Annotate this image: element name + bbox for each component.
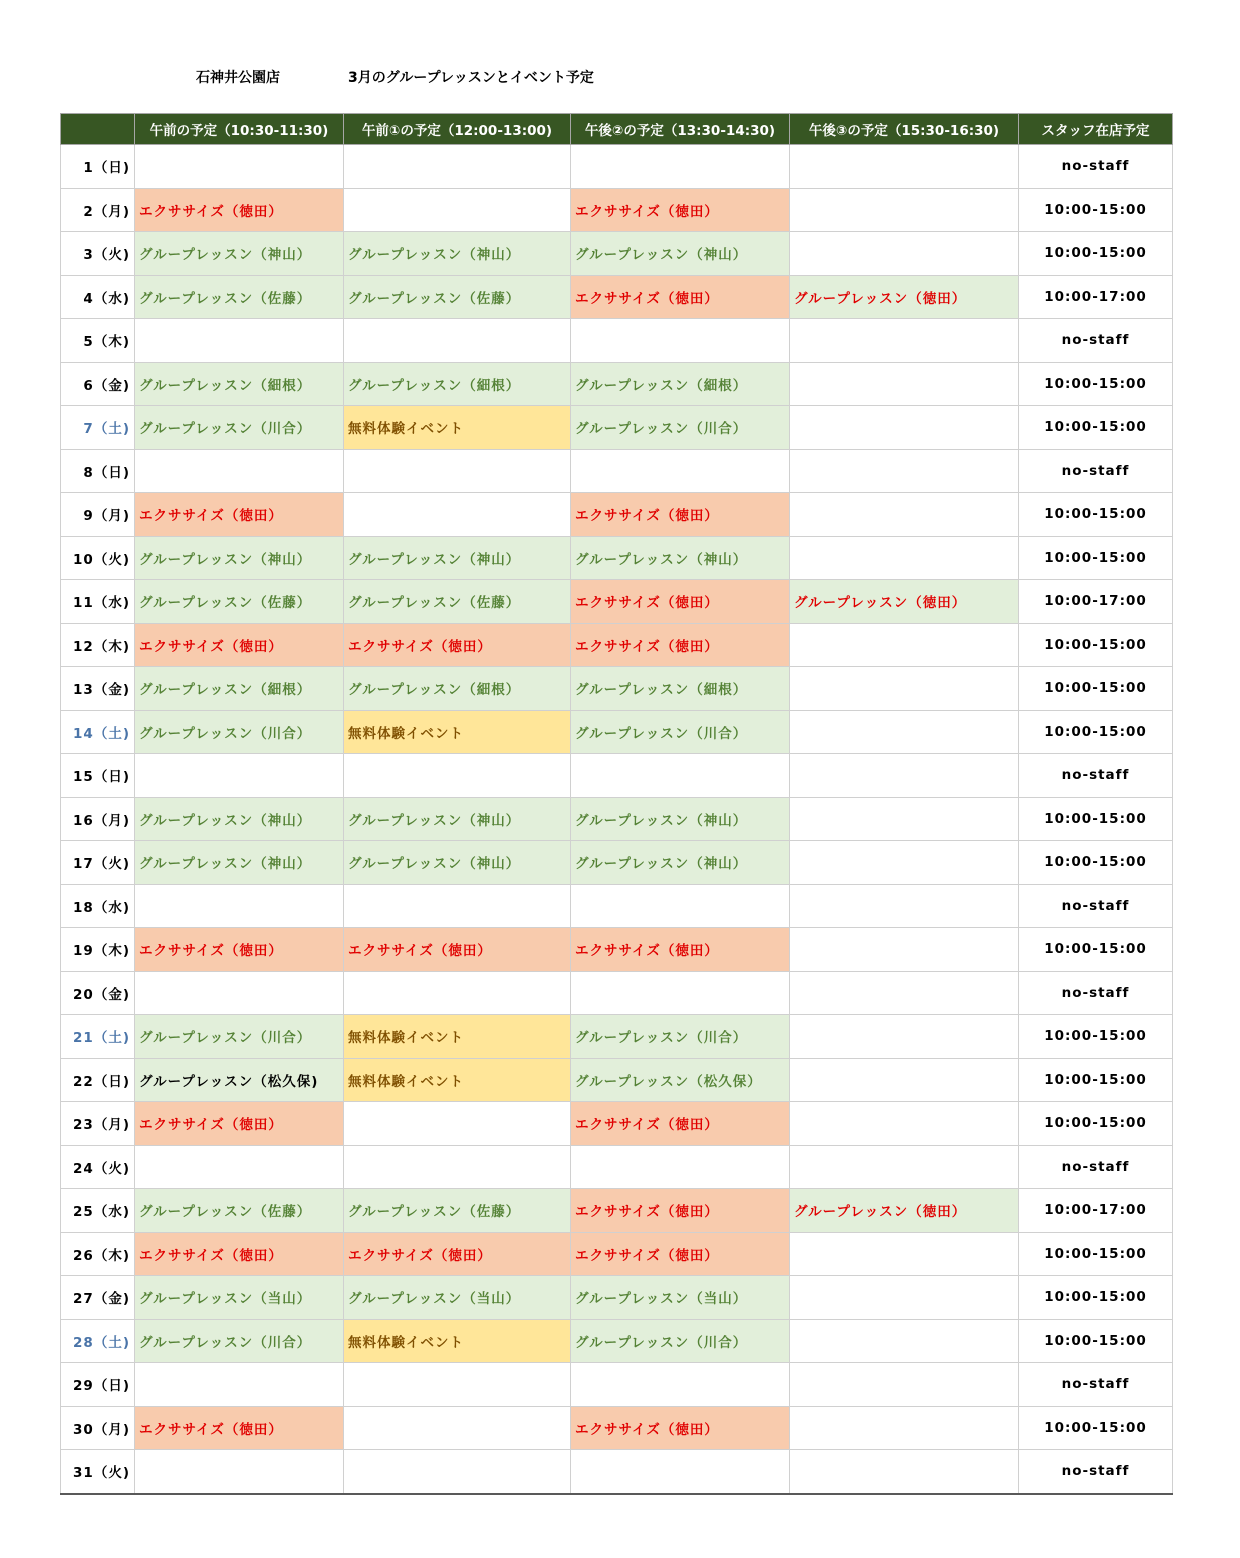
schedule-cell <box>790 1145 1019 1189</box>
table-row <box>61 710 1173 754</box>
schedule-cell <box>790 449 1019 493</box>
schedule-cell: エクササイズ（徳田） <box>344 1232 571 1276</box>
schedule-cell <box>790 232 1019 276</box>
schedule-cell <box>344 1145 571 1189</box>
table-row <box>61 1058 1173 1102</box>
staff-cell: 10:00-15:00 <box>1019 1232 1173 1276</box>
schedule-cell <box>790 884 1019 928</box>
schedule-cell: 無料体験イベント <box>344 1015 571 1059</box>
schedule-cell <box>790 1232 1019 1276</box>
schedule-cell: エクササイズ（徳田） <box>344 623 571 667</box>
staff-cell: 10:00-15:00 <box>1019 362 1173 406</box>
schedule-cell <box>135 1363 344 1407</box>
schedule-cell: 無料体験イベント <box>344 406 571 450</box>
schedule-cell: グループレッスン（神山） <box>344 841 571 885</box>
date-cell: 19（木) <box>61 928 135 972</box>
staff-cell: 10:00-15:00 <box>1019 1058 1173 1102</box>
schedule-cell <box>790 145 1019 189</box>
schedule-cell <box>135 319 344 363</box>
schedule-cell: グループレッスン（松久保） <box>571 1058 790 1102</box>
schedule-cell: グループレッスン（細根） <box>135 362 344 406</box>
schedule-cell <box>571 1363 790 1407</box>
header-row <box>61 114 1173 145</box>
schedule-cell: 無料体験イベント <box>344 1058 571 1102</box>
schedule-cell <box>344 449 571 493</box>
table-row <box>61 1276 1173 1320</box>
table-row <box>61 145 1173 189</box>
schedule-cell <box>344 884 571 928</box>
staff-cell: 10:00-15:00 <box>1019 232 1173 276</box>
schedule-cell: エクササイズ（徳田） <box>135 928 344 972</box>
staff-cell: no-staff <box>1019 971 1173 1015</box>
schedule-cell <box>344 1450 571 1494</box>
schedule-cell: グループレッスン（佐藤） <box>344 580 571 624</box>
schedule-cell <box>571 145 790 189</box>
table-row <box>61 1102 1173 1146</box>
date-cell: 21（土) <box>61 1015 135 1059</box>
schedule-cell: グループレッスン（神山） <box>344 232 571 276</box>
schedule-cell <box>790 754 1019 798</box>
date-cell: 31（火) <box>61 1450 135 1494</box>
table-row <box>61 928 1173 972</box>
schedule-cell <box>135 754 344 798</box>
date-cell: 8（日) <box>61 449 135 493</box>
schedule-cell <box>344 754 571 798</box>
staff-cell: 10:00-15:00 <box>1019 710 1173 754</box>
schedule-cell: エクササイズ（徳田） <box>571 623 790 667</box>
schedule-cell: グループレッスン（川合） <box>571 406 790 450</box>
table-row <box>61 797 1173 841</box>
header-morning: 午前の予定（10:30-11:30) <box>135 114 344 145</box>
schedule-cell <box>790 1363 1019 1407</box>
schedule-cell: グループレッスン（神山） <box>571 232 790 276</box>
staff-cell: no-staff <box>1019 145 1173 189</box>
table-row <box>61 1232 1173 1276</box>
schedule-cell: グループレッスン（川合） <box>135 1015 344 1059</box>
schedule-cell: グループレッスン（細根） <box>571 362 790 406</box>
schedule-cell <box>571 1145 790 1189</box>
schedule-cell: グループレッスン（徳田） <box>790 580 1019 624</box>
schedule-cell: エクササイズ（徳田） <box>135 623 344 667</box>
staff-cell: 10:00-15:00 <box>1019 406 1173 450</box>
date-cell: 17（火) <box>61 841 135 885</box>
header-slot-2: 午後②の予定（13:30-14:30) <box>571 114 790 145</box>
table-row <box>61 1406 1173 1450</box>
table-row <box>61 1015 1173 1059</box>
schedule-cell: 無料体験イベント <box>344 1319 571 1363</box>
schedule-cell: グループレッスン（川合） <box>135 710 344 754</box>
date-cell: 29（日) <box>61 1363 135 1407</box>
staff-cell: no-staff <box>1019 1145 1173 1189</box>
schedule-cell <box>790 710 1019 754</box>
table-row <box>61 623 1173 667</box>
schedule-cell <box>790 1276 1019 1320</box>
staff-cell: 10:00-15:00 <box>1019 1406 1173 1450</box>
schedule-cell: グループレッスン（細根） <box>344 667 571 711</box>
store-name: 石神井公園店 <box>196 70 280 86</box>
schedule-cell <box>790 971 1019 1015</box>
staff-cell: 10:00-15:00 <box>1019 1276 1173 1320</box>
table-row <box>61 1363 1173 1407</box>
staff-cell: 10:00-15:00 <box>1019 841 1173 885</box>
schedule-cell: エクササイズ（徳田） <box>571 493 790 537</box>
table-row <box>61 1145 1173 1189</box>
schedule-cell <box>790 493 1019 537</box>
schedule-cell <box>790 362 1019 406</box>
schedule-cell: グループレッスン（松久保) <box>135 1058 344 1102</box>
schedule-cell <box>790 667 1019 711</box>
table-row <box>61 449 1173 493</box>
schedule-cell <box>344 188 571 232</box>
schedule-cell: エクササイズ（徳田） <box>135 1102 344 1146</box>
schedule-cell <box>790 319 1019 363</box>
staff-cell: 10:00-15:00 <box>1019 188 1173 232</box>
staff-cell: 10:00-17:00 <box>1019 580 1173 624</box>
date-cell: 10（火) <box>61 536 135 580</box>
staff-cell: 10:00-15:00 <box>1019 1319 1173 1363</box>
date-cell: 7（土) <box>61 406 135 450</box>
schedule-cell <box>135 1450 344 1494</box>
schedule-cell <box>571 971 790 1015</box>
schedule-cell <box>790 928 1019 972</box>
date-cell: 30（月) <box>61 1406 135 1450</box>
staff-cell: 10:00-15:00 <box>1019 536 1173 580</box>
schedule-cell <box>790 188 1019 232</box>
schedule-cell: グループレッスン（佐藤） <box>135 580 344 624</box>
schedule-cell: エクササイズ（徳田） <box>571 275 790 319</box>
header-slot-3: 午後③の予定（15:30-16:30) <box>790 114 1019 145</box>
schedule-cell: エクササイズ（徳田） <box>571 928 790 972</box>
schedule-cell: グループレッスン（神山） <box>571 536 790 580</box>
schedule-cell <box>344 971 571 1015</box>
schedule-cell: グループレッスン（川合） <box>571 1319 790 1363</box>
date-cell: 6（金) <box>61 362 135 406</box>
table-row <box>61 319 1173 363</box>
staff-cell: 10:00-15:00 <box>1019 1102 1173 1146</box>
schedule-cell <box>571 754 790 798</box>
date-cell: 2（月) <box>61 188 135 232</box>
date-cell: 14（土) <box>61 710 135 754</box>
table-row <box>61 884 1173 928</box>
page-title: 3月のグループレッスンとイベント予定 <box>348 70 594 86</box>
schedule-cell <box>790 1058 1019 1102</box>
schedule-cell <box>790 536 1019 580</box>
table-row <box>61 971 1173 1015</box>
schedule-cell <box>344 493 571 537</box>
schedule-cell <box>344 1406 571 1450</box>
schedule-cell <box>135 1145 344 1189</box>
date-cell: 12（木) <box>61 623 135 667</box>
schedule-cell <box>135 971 344 1015</box>
staff-cell: 10:00-15:00 <box>1019 493 1173 537</box>
schedule-cell: エクササイズ（徳田） <box>571 1406 790 1450</box>
schedule-cell <box>790 1450 1019 1494</box>
schedule-cell <box>790 623 1019 667</box>
schedule-cell: エクササイズ（徳田） <box>344 928 571 972</box>
header-slot-1: 午前①の予定（12:00-13:00) <box>344 114 571 145</box>
date-cell: 11（水) <box>61 580 135 624</box>
schedule-cell: グループレッスン（川合） <box>135 406 344 450</box>
schedule-cell: エクササイズ（徳田） <box>571 1189 790 1233</box>
date-cell: 16（月) <box>61 797 135 841</box>
date-cell: 5（木) <box>61 319 135 363</box>
schedule-cell: グループレッスン（神山） <box>135 232 344 276</box>
schedule-cell: グループレッスン（佐藤） <box>344 1189 571 1233</box>
schedule-cell: エクササイズ（徳田） <box>571 1232 790 1276</box>
staff-cell: no-staff <box>1019 884 1173 928</box>
table-row <box>61 362 1173 406</box>
table-row <box>61 580 1173 624</box>
schedule-cell <box>790 1102 1019 1146</box>
schedule-cell: 無料体験イベント <box>344 710 571 754</box>
schedule-cell: グループレッスン（神山） <box>135 536 344 580</box>
date-cell: 20（金) <box>61 971 135 1015</box>
schedule-cell <box>344 1102 571 1146</box>
staff-cell: no-staff <box>1019 1363 1173 1407</box>
schedule-cell: グループレッスン（細根） <box>344 362 571 406</box>
date-cell: 18（水) <box>61 884 135 928</box>
table-row <box>61 493 1173 537</box>
schedule-cell: グループレッスン（神山） <box>344 536 571 580</box>
date-cell: 24（火) <box>61 1145 135 1189</box>
date-cell: 28（土) <box>61 1319 135 1363</box>
staff-cell: no-staff <box>1019 319 1173 363</box>
table-row <box>61 1450 1173 1494</box>
schedule-cell: グループレッスン（当山） <box>135 1276 344 1320</box>
schedule-cell: グループレッスン（川合） <box>571 710 790 754</box>
date-cell: 27（金) <box>61 1276 135 1320</box>
date-cell: 4（水) <box>61 275 135 319</box>
schedule-cell: グループレッスン（神山） <box>571 841 790 885</box>
date-cell: 1（日) <box>61 145 135 189</box>
staff-cell: 10:00-15:00 <box>1019 1015 1173 1059</box>
schedule-cell: グループレッスン（川合） <box>571 1015 790 1059</box>
staff-cell: 10:00-15:00 <box>1019 623 1173 667</box>
schedule-cell: グループレッスン（神山） <box>135 841 344 885</box>
date-cell: 13（金) <box>61 667 135 711</box>
schedule-cell <box>790 797 1019 841</box>
schedule-cell <box>344 145 571 189</box>
schedule-cell: エクササイズ（徳田） <box>135 1406 344 1450</box>
schedule-cell <box>790 841 1019 885</box>
table-row <box>61 667 1173 711</box>
staff-cell: 10:00-15:00 <box>1019 797 1173 841</box>
schedule-cell <box>790 1319 1019 1363</box>
schedule-cell <box>135 884 344 928</box>
table-row <box>61 1319 1173 1363</box>
date-cell: 26（木) <box>61 1232 135 1276</box>
schedule-table <box>60 113 1173 1495</box>
date-cell: 25（水) <box>61 1189 135 1233</box>
schedule-cell: グループレッスン（神山） <box>135 797 344 841</box>
schedule-cell: エクササイズ（徳田） <box>135 493 344 537</box>
schedule-cell <box>344 319 571 363</box>
staff-cell: 10:00-17:00 <box>1019 1189 1173 1233</box>
schedule-cell: グループレッスン（徳田） <box>790 275 1019 319</box>
schedule-cell: エクササイズ（徳田） <box>571 580 790 624</box>
table-row <box>61 754 1173 798</box>
schedule-cell <box>790 1406 1019 1450</box>
table-row <box>61 232 1173 276</box>
schedule-cell: グループレッスン（川合） <box>135 1319 344 1363</box>
header-staff: スタッフ在店予定 <box>1019 114 1173 145</box>
schedule-cell: エクササイズ（徳田） <box>135 188 344 232</box>
date-cell: 15（日) <box>61 754 135 798</box>
schedule-cell: グループレッスン（当山） <box>571 1276 790 1320</box>
table-row <box>61 1189 1173 1233</box>
staff-cell: 10:00-15:00 <box>1019 667 1173 711</box>
schedule-cell <box>571 884 790 928</box>
schedule-cell: グループレッスン（細根） <box>135 667 344 711</box>
schedule-cell: グループレッスン（当山） <box>344 1276 571 1320</box>
date-cell: 23（月) <box>61 1102 135 1146</box>
schedule-cell <box>790 1015 1019 1059</box>
schedule-cell <box>571 1450 790 1494</box>
schedule-cell: グループレッスン（徳田） <box>790 1189 1019 1233</box>
header-date <box>61 114 135 145</box>
staff-cell: no-staff <box>1019 754 1173 798</box>
date-cell: 3（火) <box>61 232 135 276</box>
schedule-cell: エクササイズ（徳田） <box>135 1232 344 1276</box>
schedule-cell <box>790 406 1019 450</box>
schedule-cell: グループレッスン（細根） <box>571 667 790 711</box>
schedule-cell: グループレッスン（神山） <box>344 797 571 841</box>
table-row <box>61 188 1173 232</box>
schedule-cell <box>571 319 790 363</box>
schedule-cell: グループレッスン（佐藤） <box>344 275 571 319</box>
schedule-cell: グループレッスン（神山） <box>571 797 790 841</box>
schedule-cell <box>344 1363 571 1407</box>
schedule-cell: グループレッスン（佐藤） <box>135 1189 344 1233</box>
date-cell: 9（月) <box>61 493 135 537</box>
table-row <box>61 841 1173 885</box>
staff-cell: no-staff <box>1019 449 1173 493</box>
table-row <box>61 536 1173 580</box>
schedule-cell: エクササイズ（徳田） <box>571 188 790 232</box>
schedule-cell <box>135 145 344 189</box>
staff-cell: 10:00-15:00 <box>1019 928 1173 972</box>
schedule-cell: グループレッスン（佐藤） <box>135 275 344 319</box>
staff-cell: 10:00-17:00 <box>1019 275 1173 319</box>
date-cell: 22（日) <box>61 1058 135 1102</box>
schedule-cell <box>135 449 344 493</box>
table-row <box>61 406 1173 450</box>
schedule-cell <box>571 449 790 493</box>
table-row <box>61 275 1173 319</box>
staff-cell: no-staff <box>1019 1450 1173 1494</box>
schedule-cell: エクササイズ（徳田） <box>571 1102 790 1146</box>
